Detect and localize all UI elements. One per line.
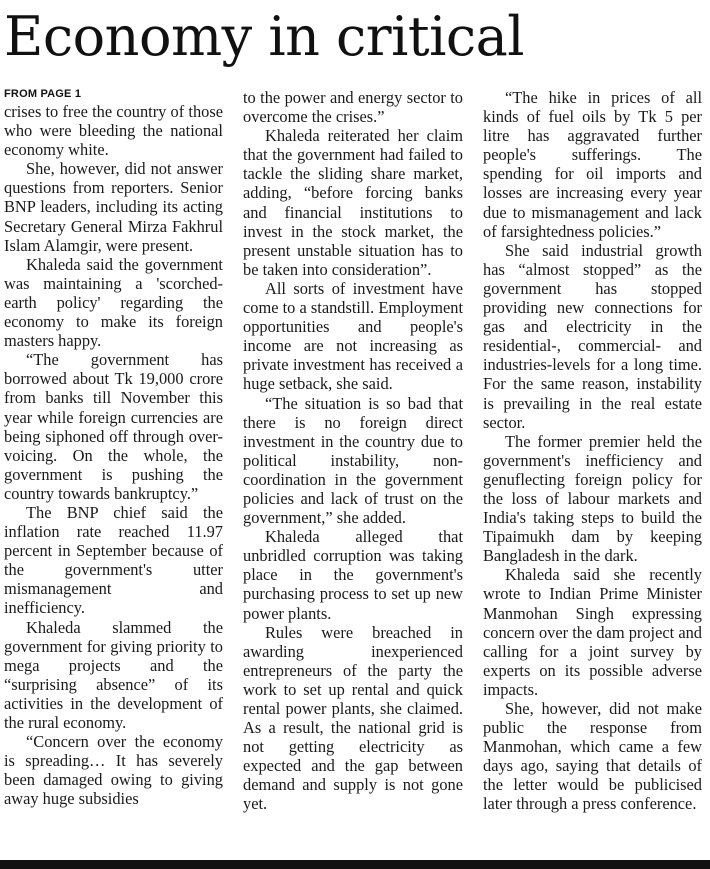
article-paragraph: Khaleda said the government was maintaining a 'scorched-earth policy' regarding the economy to make its foreign masters happy. bbox=[4, 254, 223, 351]
article-paragraph: Khaleda alleged that unbridled corruption was taking place in the government's purchasing process to set up new power plants. bbox=[243, 527, 463, 623]
article-paragraph: “The situation is so bad that there is no foreign direct investment in the country due to political instability, non-coordination in the government policies and lack of trust on the government,” she added. bbox=[243, 393, 463, 528]
article-paragraph: Khaleda said she recently wrote to Indian Prime Minister Manmohan Singh expressing concern over the dam project and calling for a joint survey by experts on its possible adverse impacts. bbox=[483, 565, 702, 699]
article-paragraph: Rules were breached in awarding inexperienced entrepreneurs of the party the work to set up rental and quick rental power plants, she claimed. As a result, the national grid is not getting electricity as expected and the gap between demand and supply is not gone yet. bbox=[243, 622, 463, 814]
article-paragraph: She, however, did not answer questions from reporters. Senior BNP leaders, including its acting Secretary General Mirza Fakhrul Islam Alamgir, were present. bbox=[4, 159, 223, 255]
article-paragraph: She, however, did not make public the response from Manmohan, which came a few days ago, saying that details of the letter would be publicised later through a press conference. bbox=[483, 699, 702, 814]
article-paragraph: “The government has borrowed about Tk 19,000 crore from banks till November this year while foreign currencies are being siphoned off through over-voicing. On the whole, the government is pushing the country towards bankruptcy.” bbox=[4, 350, 223, 503]
article-paragraph: crises to free the country of those who were bleeding the national economy white. bbox=[4, 102, 223, 160]
article-column-2 bbox=[243, 88, 463, 860]
article-paragraph: The BNP chief said the inflation rate reached 11.97 percent in September because of the government's utter mismanagement and inefficiency. bbox=[4, 502, 223, 618]
article-paragraph: “Concern over the economy is spreading… It has severely been damaged owing to giving away huge subsidies bbox=[4, 732, 223, 809]
continuation-kicker: FROM PAGE 1 bbox=[4, 88, 82, 100]
article-paragraph: Khaleda reiterated her claim that the government had failed to tackle the sliding share market, adding, “before forcing banks and financial institutions to invest in the stock market, the present unstable situation has to be taken into consideration”. bbox=[243, 126, 463, 279]
headline: Economy in critical bbox=[4, 5, 525, 68]
article-paragraph: Khaleda slammed the government for giving priority to mega projects and the “surprising absence” of its activities in the development of the rural economy. bbox=[4, 617, 223, 732]
article-column-1 bbox=[4, 88, 223, 860]
article-column-3 bbox=[483, 88, 702, 860]
article-paragraph: to the power and energy sector to overcome the crises.” bbox=[243, 88, 463, 127]
article-paragraph: She said industrial growth has “almost stopped” as the government has stopped providing new connections for gas and electricity in the residential-, commercial- and industries-levels for a long time. For the same reason, instability is prevailing in the real estate sector. bbox=[483, 240, 702, 432]
page-bottom-rule bbox=[0, 860, 710, 869]
article-paragraph: The former premier held the government's inefficiency and genuflecting foreign policy for the loss of labour markets and India's taking steps to build the Tipaimukh dam by keeping Bangladesh in the dark. bbox=[483, 431, 702, 566]
article-paragraph: All sorts of investment have come to a standstill. Employment opportunities and people's income are not increasing as private investment has received a huge setback, she said. bbox=[243, 278, 463, 394]
article-paragraph: “The hike in prices of all kinds of fuel oils by Tk 5 per litre has aggravated further people's sufferings. The spending for oil imports and losses are increasing every year due to mismanagement and lack of farsightedness policies.” bbox=[483, 88, 702, 241]
article-body bbox=[0, 88, 710, 860]
